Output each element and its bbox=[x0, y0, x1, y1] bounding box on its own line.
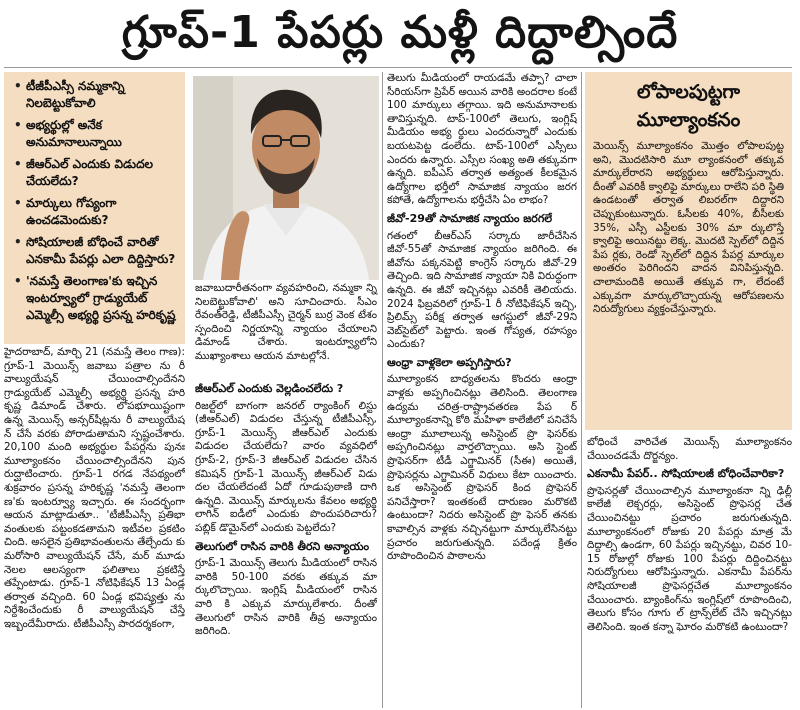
portrait-illustration bbox=[193, 76, 379, 280]
headline: గ్రూప్-1 పేపర్లు మళ్లీ దిద్దాల్సిందే bbox=[121, 7, 679, 58]
highlight-item: • టీజీపీఎస్సీ నమ్మకాన్ని నిలబెట్టుకోవాలి bbox=[26, 78, 179, 112]
sidebar-title bbox=[593, 78, 784, 134]
paragraph: తెలుగు మీడియంలో రాయడమే తప్పా? చాలా సీరియస్‌గా ప్రిపేర్ అయిన వారికి అందరాల కంటే 100 మార్కులు తగ్గాయి. ఇది అనుమానాలకు తావిస్తున్నది. టాప్-100లో తెలుగు, ఇంగ్లిష్ మీడియం అభ్య ర్థులు ఎందరున్నారో ఎందుకు బయటపెట్ట డంలేదు. టాప్-100లో ఎస్సీలు ఎందరు ఉన్నారు. ఎస్సీల సంఖ్య అతి తక్కువగా ఉన్నది. ఐపీఎస్ తర్వాత అత్యంత కీలకమైన ఉద్యోగాల భర్తీలో సామాజిక న్యాయం జరగ కపోతే, ఉద్యోగాలను భర్తీచేసి ఏం లాభం? bbox=[387, 72, 577, 207]
sidebar-title-line: మూల్యాంకనం bbox=[636, 109, 741, 131]
article-column-3 bbox=[387, 72, 577, 708]
photo-caption: జవాబుదారీతనంగా వ్యవహరించి, నమ్మకా న్ని నిలబెట్టుకోవాలి' అని సూచించారు. సీఎం రేవంత్‌రెడ్డి, టీజీపీఎస్సీ చైర్మన్ బుర్ర వెంక టేశం స్పందించి నిర్ణయాన్ని న్యాయం చేయాలని డిమాండ్ చేశారు. ఇంటర్వ్యూలోని ముఖ్యాంశాలు ఆయన మాటల్లోనే. bbox=[195, 282, 377, 362]
sidebar-box bbox=[585, 72, 792, 430]
highlight-item: • జీఆర్ఎల్ ఎందుకు విడుదల చేయలేదు? bbox=[26, 156, 179, 190]
article-column-4 bbox=[587, 436, 792, 708]
subheading: తెలుగులో రాసిన వారికి తీరని అన్యాయం bbox=[195, 539, 370, 553]
paragraph: గ్రూప్-1 మెయిన్స్ తెలుగు మీడియంలో రాసిన వారికి 50-100 వరకు తక్కువ మా ర్కులొచ్చాయి. ఇంగ్లిష్ మీడియంలో రాసిన వారి కి ఎక్కువ మార్కులేశారు. దీంతో తెలుగులో రాసిన వారికి తీవ్ర అన్యాయం జరిగింది. bbox=[195, 557, 377, 638]
highlight-item: • అభ్యర్థుల్లో అనేక అనుమానాలున్నాయి bbox=[26, 117, 179, 151]
article-column-1 bbox=[4, 346, 185, 706]
highlights-list bbox=[14, 78, 179, 324]
highlight-item: • 'నమస్తే తెలంగాణ'కు ఇచ్చిన ఇంటర్వ్యూలో గ్రాడ్యుయేట్ ఎమ్మెల్సీ అభ్యర్థి ప్రసన్న హరికృష్ణ bbox=[26, 273, 179, 324]
subheading: ఎకనామీ పేపర్.. సోషియాలజీ బోధించేవారికా? bbox=[587, 467, 785, 481]
sidebar-body: మెయిన్స్ మూల్యాంకనం మొత్తం లోపాలపుట్ట అని, మొదటిసారి మూ ల్యాంకనంలో తక్కువ మార్కులేరారని అభ్యర్థులు ఆరోపిస్తున్నారు. దీంతో ఎవరికీ క్వాలిఫై మార్కులు రాలేని పరి స్థితి ఉండటంతో తర్వాత లిబరల్‌గా దిద్దారని చెప్పుకుంటున్నారు. ఓసీలకు 40%, బీసీలకు 35%, ఎస్సీ ఎస్టీలకు 30% మా ర్కులొస్తే క్వాలిఫై అయినట్టు లెక్క. మొదటి స్పెల్‌లో దిద్దిన పేప ర్లకు, రెండో స్పెల్‌లో దిద్దిన పేపర్ల మార్కుల అంతరం పెరిగిందని వాదన వినిపిస్తున్నది. చాలామందికి అయితే తక్కువ గా, లేదంటే ఎక్కువగా మార్కులొచ్చాయన్న ఆరోపణలను నిరుద్యోగులు వ్యక్తంచేస్తున్నారు. bbox=[593, 140, 784, 316]
sidebar-title-line: లోపాలపుట్టగా bbox=[637, 81, 740, 103]
paragraph: రిజల్ట్‌లో బాగంగా జనరల్ ర్యాంకింగ్ లిస్టు (జీఆర్ఎల్) విడుదల చేస్తున్న టీజీపీఎస్సీ, గ్రూప్-1 మెయిన్స్ జీఆర్ఎల్ ఎందుకు విడుదల చేయలేదు? వారం వ్యవధిలో గ్రూప్-2, గ్రూప్-3 జీఆర్ఎల్ విడుదల చేసిన కమిషన్ గ్రూప్-1 మెయిన్స్ జీఆర్ఎల్ విడు దల చేయలేదంటే ఏదో గూడుపుఠాణి దాగి ఉన్నది. మెయిన్స్ మార్కులను కేవలం అభ్యర్థి లాగిన్ ఐడీలో ఎందుకు పొందుపరిచారు? పబ్లిక్ డొమైన్‌లో ఎందుకు పెట్టలేదు? bbox=[195, 399, 377, 534]
subheading: ఆంధ్రా వాళ్లకెలా అప్పగిస్తారు? bbox=[387, 355, 512, 369]
paragraph: హైదరాబాద్, మార్చి 21 (నమస్తే తెలం గాణ): గ్రూప్-1 మెయిన్స్ జవాబు పత్రాల ను రీ వాల్యుయేషన్ చేయించాల్సిందేనని గ్రాడ్యుయేట్ ఎమ్మెల్సీ అభ్యర్థి ప్రసన్న హరి కృష్ణ డిమాండ్ చేశారు. లోపభూయిష్టంగా ఉన్న మెయిన్స్ అన్సర్‌షీట్లను రీ వాల్యుయేష న్ చేసే వరకు పోరాడుతామని స్పష్టంచేశారు. 20,100 మంది అభ్యర్థుల పేపర్లను పునః మూల్యాంకనం చేయించాల్సిందేనని పున రుద్ఘాటించారు. గ్రూప్-1 రగడ నేపథ్యంలో శుక్రవారం ప్రసన్న హరికృష్ణ 'నమస్తే తెలంగా ణ'కు ఇంటర్వ్యూ ఇచ్చారు. ఈ సందర్భంగా ఆయన మాట్లాడుతూ.. 'టీజీపీఎస్సీ ప్రతిభా వంతులకు పట్టంకడతామని ఇటీవల ప్రకటిం చింది. అసలైన ప్రతిభావంతులను తేల్చేందు కు మరోసారి వాల్యుయేషన్ చేసే, మర్ మూడు నెలల ఆలస్యంగా ఫలితాలు ప్రకటిస్తే తప్పేంటాడు. గ్రూప్-1 నోటిఫికేషన్ 13 ఏండ్ల తర్వాత వచ్చింది. 60 ఏండ్ల భవిష్యత్తు ను నిర్దేశించేందుకు రీ వాల్యుయేషన్ చేస్తే ఇబ్బందేమీరాదు. టీజీపీఎస్సీ పారదర్శకంగా, bbox=[4, 346, 185, 630]
paragraph: మూల్యాంకన బాధ్యతలను కొందరు ఆంధ్రా వాళ్లకు అప్పగించినట్లు తెలిసింది. తెలంగాణ ఉద్యమ చరిత్ర-రాష్ట్రావతరణ పేప ర్ మూల్యాంకనాన్ని కోఠి మహిళా కాలేజీలో పనిచేసే ఆంధ్రా మూలాలున్న అసిస్టెంట్ ప్రొ ఫెసర్‌కు అప్పగించినట్లు వార్తలొచ్చాయి. అసి స్టెంట్ ప్రొఫెసర్‌గా టీడీ ఎగ్జామినర్ (సీఈ) అయితే, ప్రొఫెసర్లను ఎగ్జామినర్‌ విధులు కేటా యించారు. ఒక అసిస్టెంట్ ప్రొఫెసర్ కింద ప్రొఫెసర్ పనిచేస్తారా? ఇంతకంటే దారుణం మరొకటి ఉంటుందా? నిదరు అసిస్టెంట్ ప్రొ ఫెసర్ తనకు కావాల్సిన వాళ్లకు నచ్చినట్టుగా మార్కులేసినట్టు ప్రచారం జరుగుతున్నది. పదేండ్ల క్రితం రూపొందించిన పాఠాలను bbox=[387, 373, 577, 563]
paragraph: గతంలో బీఆర్ఎస్ సర్కారు జారీచేసిన జీవో-55తో సామాజిక న్యాయం జరిగింది. ఈ జీవోను పక్కనపెట్టి కాంగ్రెస్ సర్కారు జీవో-29 తెచ్చింది. ఇది సామాజిక న్యాయా నికి విరుద్ధంగా ఉన్నది. ఈ జీవో ఇచ్చినట్లు ఎవరికీ తెలియదు. 2024 ఫిబ్రవరిలో గ్రూప్-1 రీ నోటిఫికేషన్ ఇచ్చి, ప్రిలిమ్స్ పరీక్ష తర్వాత ఆగస్టులో జీవో-29ని వెబ్‌సైట్‌లో పెట్టారు. ఇంత గోప్యత, రహస్యం ఎందుకు? bbox=[387, 229, 577, 351]
headline-divider bbox=[4, 67, 792, 68]
subheading: జీఆర్ఎల్ ఎందుకు వెల్లడించలేదు ? bbox=[195, 382, 344, 395]
column-divider bbox=[581, 72, 582, 708]
highlight-item: • సోషియాలజీ బోధించే వారితో ఎనకామీ పేపర్లు ఎలా దిద్దిస్తారు? bbox=[26, 234, 179, 268]
highlights-box bbox=[4, 72, 185, 344]
paragraph: ప్రొఫెసర్లతో చేయించాల్సిన మూల్యాంకనా న్ని ఢిల్లీ కాలేజీ లెక్చరర్లు, అసిస్టెంట్ ప్రొఫెసర్ల చేత చేయించినట్టు ప్రచారం జరుగుతున్నది. మూల్యాంకనంలో రోజుకు 20 పేపర్లు మాత్ర మే దిద్దాల్సి ఉండగా, 60 పేపర్లు ఇచ్చినట్టు, చివర 10-15 రోజుల్లో రోజుకు 100 పేపర్లు దిద్దించినట్టు నిరుద్యోగులు ఆరోపిస్తున్నారు. ఎకనామీ పేపర్‌ను సోషియాలజీ ప్రొఫెసర్లచేత మూల్యాంకనం చేయించారు. బ్యాంకింగ్‌ను ఇంగ్లిష్‌లో రూపొందించి, తెలుగు కోసం గూగు ల్ ట్రాన్స్‌లేట్ చేసి ఇచ్చినట్లు తెలిసింది. ఇంత కన్నా ఘోరం మరొకటి ఉంటుందా? bbox=[587, 484, 792, 633]
candidate-photo bbox=[193, 76, 379, 280]
subheading: జీవో-29తో సామాజిక న్యాయం జరగలే bbox=[387, 211, 553, 225]
paragraph: బోధించే వారిచేత మెయిన్స్ మూల్యాంకనం చేయించడమే దొర్జన్యం. bbox=[587, 436, 792, 462]
article-column-2 bbox=[195, 378, 377, 708]
highlight-item: • మార్కులు గోప్యంగా ఉంచడమెందుకు? bbox=[26, 195, 179, 229]
column-divider bbox=[382, 72, 383, 708]
